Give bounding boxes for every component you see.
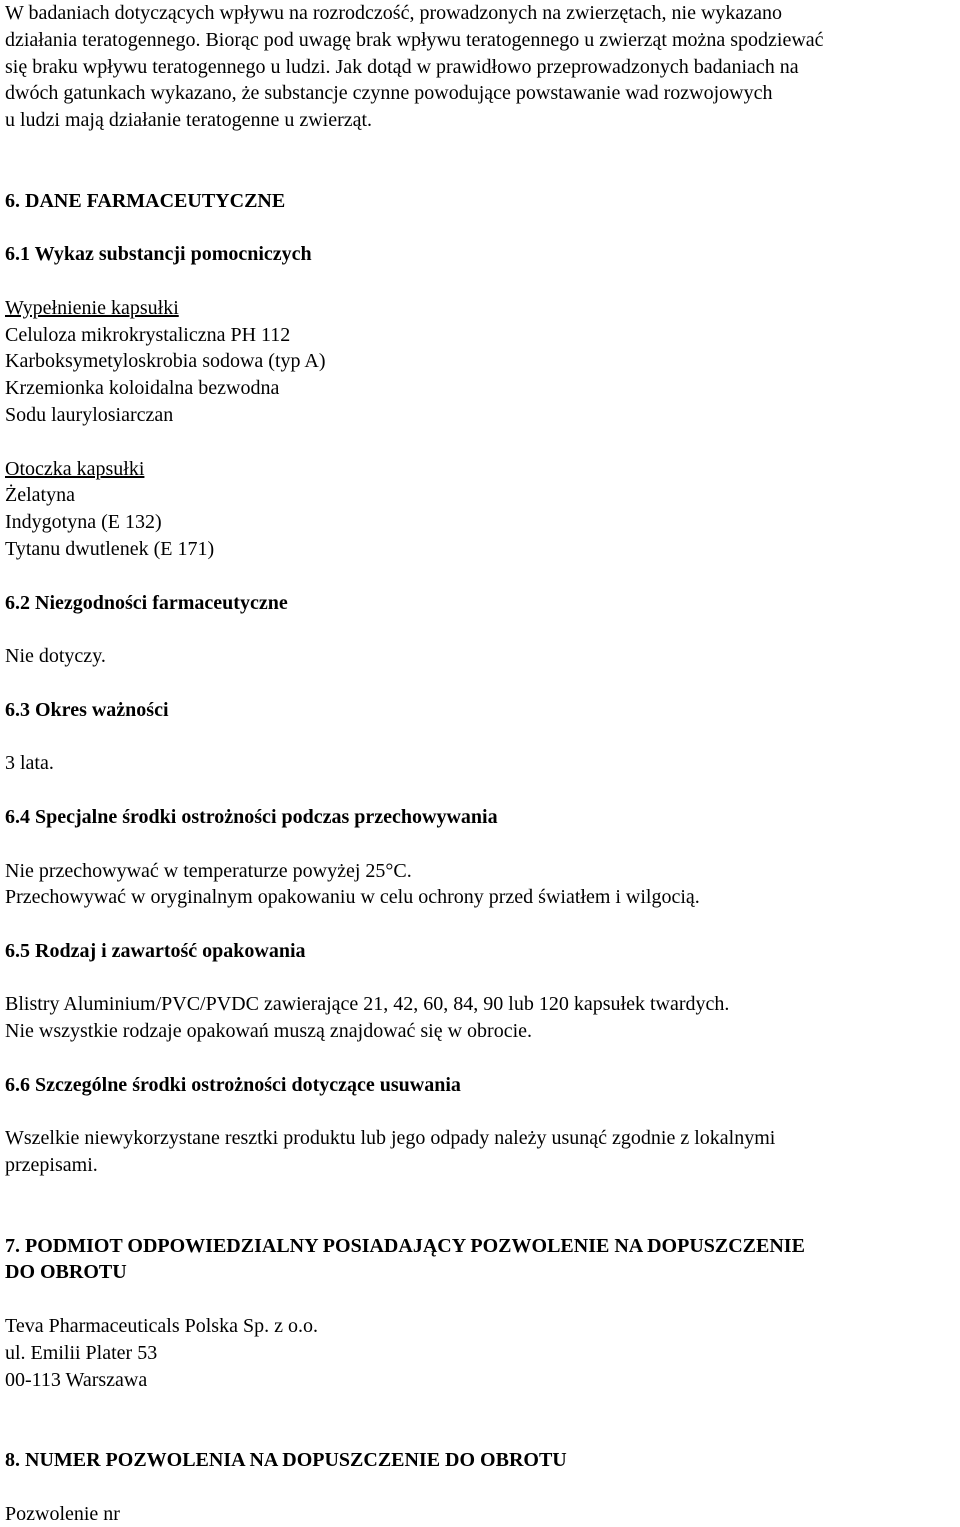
section-7-heading: 7. PODMIOT ODPOWIEDZIALNY POSIADAJĄCY POZWOLENIE NA DOPUSZCZENIE (5, 1234, 805, 1257)
section-6-4-line: Nie przechowywać w temperaturze powyżej 25°C. (5, 859, 412, 882)
section-6-3-text: 3 lata. (5, 752, 54, 775)
section-6-5-heading: 6.5 Rodzaj i zawartość opakowania (5, 939, 306, 962)
excipient-item: Celuloza mikrokrystaliczna PH 112 (5, 323, 291, 346)
intro-line: dwóch gatunkach wykazano, że substancje czynne powodujące powstawanie wad rozwojowych (5, 82, 773, 105)
excipient-item: Żelatyna (5, 484, 75, 507)
excipient-item: Krzemionka koloidalna bezwodna (5, 377, 280, 400)
section-8-text: Pozwolenie nr (5, 1502, 120, 1525)
mah-address-line: 00-113 Warszawa (5, 1368, 148, 1391)
section-6-2-heading: 6.2 Niezgodności farmaceutyczne (5, 591, 288, 614)
section-6-3-heading: 6.3 Okres ważności (5, 698, 169, 721)
section-6-5-line: Blistry Aluminium/PVC/PVDC zawierające 21, 42, 60, 84, 90 lub 120 kapsułek twardych. (5, 993, 730, 1016)
excipient-item: Tytanu dwutlenek (E 171) (5, 537, 215, 560)
intro-paragraph (5, 0, 955, 134)
excipient-item: Karboksymetyloskrobia sodowa (typ A) (5, 350, 326, 373)
section-6-heading: 6. DANE FARMACEUTYCZNE (5, 189, 286, 212)
mah-address-line: ul. Emilii Plater 53 (5, 1341, 158, 1364)
intro-line: W badaniach dotyczących wpływu na rozrodczość, prowadzonych na zwierzętach, nie wykazano (5, 2, 783, 24)
excipient-item: Indygotyna (E 132) (5, 511, 162, 534)
intro-line: działania teratogennego. Biorąc pod uwagę brak wpływu teratogennego u zwierząt można spodziewać (5, 28, 824, 51)
section-6-6-line: przepisami. (5, 1154, 98, 1177)
section-8-heading: 8. NUMER POZWOLENIA NA DOPUSZCZENIE DO OBROTU (5, 1449, 567, 1472)
capsule-shell-title: Otoczka kapsułki (5, 457, 145, 480)
section-6-4-line: Przechowywać w oryginalnym opakowaniu w celu ochrony przed światłem i wilgocią. (5, 886, 700, 909)
section-6-6-line: Wszelkie niewykorzystane resztki produktu lub jego odpady należy usunąć zgodnie z lokalnymi (5, 1127, 776, 1150)
section-7-heading: DO OBROTU (5, 1261, 127, 1284)
section-6-6-heading: 6.6 Szczególne środki ostrożności dotyczące usuwania (5, 1073, 461, 1096)
intro-line: u ludzi mają działanie teratogenne u zwierząt. (5, 109, 373, 132)
section-6-1-heading: 6.1 Wykaz substancji pomocniczych (5, 243, 312, 266)
document-page (5, 0, 955, 1527)
section-6-4-heading: 6.4 Specjalne środki ostrożności podczas przechowywania (5, 805, 498, 828)
mah-address-line: Teva Pharmaceuticals Polska Sp. z o.o. (5, 1315, 318, 1338)
section-6-2-text: Nie dotyczy. (5, 645, 106, 668)
intro-line: się braku wpływu teratogennego u ludzi. Jak dotąd w prawidłowo przeprowadzonych badaniach na (5, 55, 799, 78)
excipient-item: Sodu laurylosiarczan (5, 403, 174, 426)
section-6-5-line: Nie wszystkie rodzaje opakowań muszą znajdować się w obrocie. (5, 1020, 533, 1043)
capsule-fill-title: Wypełnienie kapsułki (5, 296, 179, 319)
